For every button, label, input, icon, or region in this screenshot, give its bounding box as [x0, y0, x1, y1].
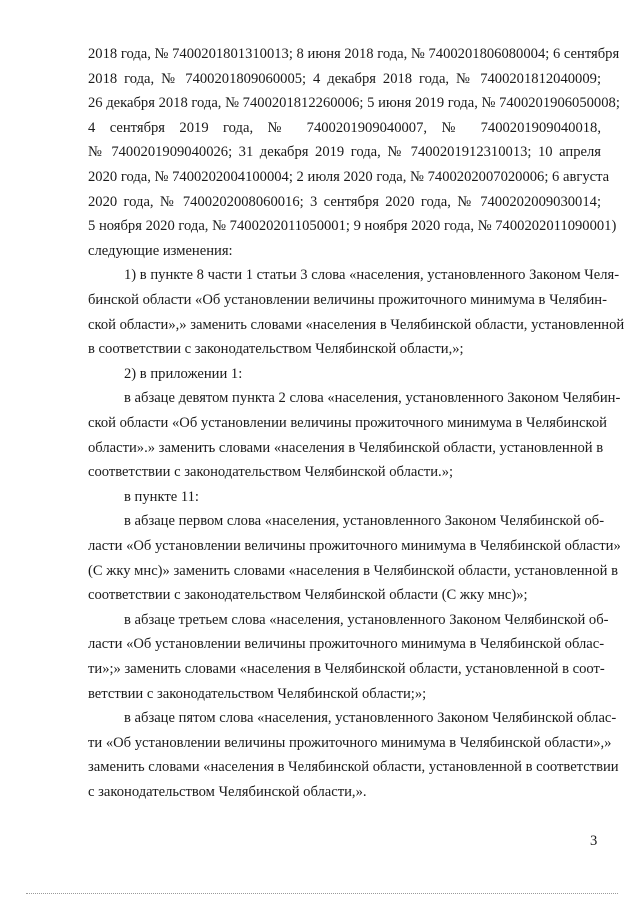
text-line: 26 декабря 2018 года, № 7400201812260006; 5 июня 2019 года, № 7400201906050008;: [88, 95, 620, 112]
text-line: с законодательством Челябинской области,».: [88, 784, 367, 800]
text-line: ской области «Об установлении величины прожиточного минимума в Челябинской: [88, 415, 607, 431]
paragraph-first-line: 2) в приложении 1:: [124, 365, 243, 382]
text-line: ласти «Об установлении величины прожиточного минимума в Челябинской области»: [88, 538, 621, 554]
text-line: ти»;» заменить словами «населения в Челябинской области, установленной в соот-: [88, 661, 605, 677]
text-line: 2018 года, № 7400201809060005; 4 декабря 2018 года, № 7400201812040009;: [88, 70, 601, 87]
page-number: 3: [590, 833, 598, 849]
text-line: ской области»,» заменить словами «населения в Челябинской области, установленной: [88, 316, 625, 333]
text-line: ти «Об установлении величины прожиточного минимума в Челябинской области»,»: [88, 734, 612, 751]
text-line: (С жку мнс)» заменить словами «населения в Челябинской области, установленной в: [88, 562, 618, 579]
paragraph-first-line: в абзаце третьем слова «населения, установленного Законом Челябинской об-: [124, 611, 609, 628]
text-line: ветствии с законодательством Челябинской области;»;: [88, 685, 427, 702]
paragraph-first-line: в абзаце первом слова «населения, установленного Законом Челябинской об-: [124, 513, 605, 530]
paragraph-first-line: в абзаце пятом слова «населения, установленного Законом Челябинской облас-: [124, 710, 617, 727]
text-line: бинской области «Об установлении величины прожиточного минимума в Челябин-: [88, 292, 607, 308]
text-line: ласти «Об установлении величины прожиточного минимума в Челябинской облас-: [88, 636, 605, 653]
paragraph-first-line: в пункте 11:: [124, 488, 199, 505]
text-line: 2020 года, № 7400202004100004; 2 июля 2020 года, № 7400202007020006; 6 августа: [88, 169, 610, 185]
text-line: заменить словами «населения в Челябинской области, установленной в соответствии: [88, 759, 619, 776]
paragraph-first-line: 1) в пункте 8 части 1 статьи 3 слова «населения, установленного Законом Челя-: [124, 267, 620, 284]
paragraph-first-line: в абзаце девятом пункта 2 слова «населения, установленного Законом Челябин-: [124, 390, 621, 407]
text-line: соответствии с законодательством Челябинской области.»;: [88, 464, 454, 481]
text-line: 2018 года, № 7400201801310013; 8 июня 2018 года, № 7400201806080004; 6 сентября: [88, 46, 620, 62]
text-line: 5 ноября 2020 года, № 7400202011050001; 9 ноября 2020 года, № 7400202011090001): [88, 218, 617, 235]
text-line: следующие изменения:: [88, 242, 233, 259]
page-bottom-divider: [26, 893, 618, 894]
text-line: соответствии с законодательством Челябинской области (С жку мнс)»;: [88, 587, 528, 604]
text-line: области».» заменить словами «населения в Челябинской области, установленной в: [88, 439, 604, 456]
text-line: 4 сентября 2019 года, № 7400201909040007, № 7400201909040018,: [88, 119, 601, 136]
text-line: в соответствии с законодательством Челябинской области,»;: [88, 341, 464, 358]
text-line: № 7400201909040026; 31 декабря 2019 года, № 7400201912310013; 10 апреля: [88, 144, 601, 161]
text-line: 2020 года, № 7400202008060016; 3 сентября 2020 года, № 7400202009030014;: [88, 193, 601, 210]
